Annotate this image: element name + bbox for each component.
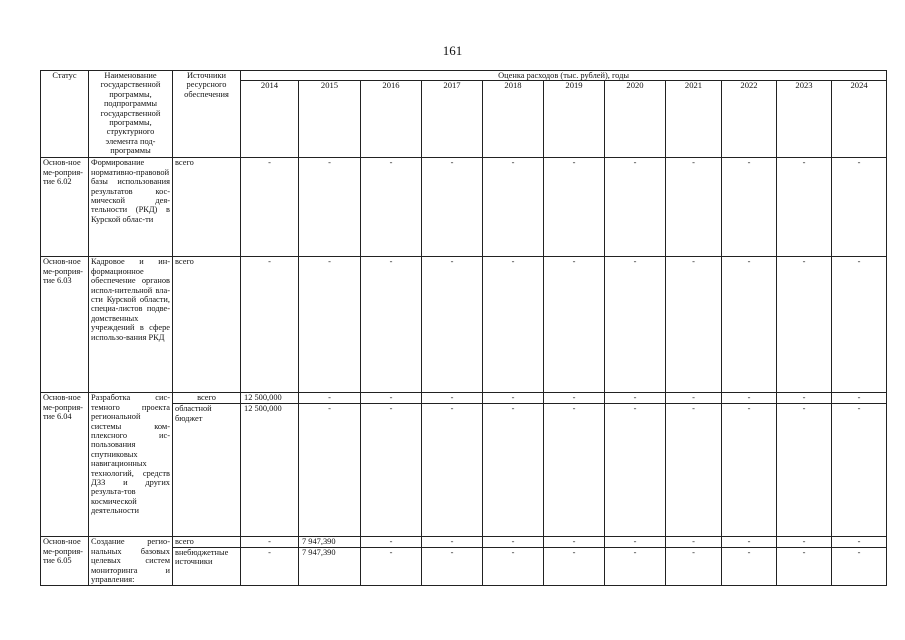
row-status: Основ-ное ме-роприя-тие 6.03	[41, 257, 89, 393]
row-value: -	[722, 393, 777, 404]
year-header: 2016	[361, 81, 422, 158]
row-value: -	[777, 547, 832, 585]
row-value: 12 500,000	[241, 404, 299, 537]
row-value: -	[241, 547, 299, 585]
year-header: 2020	[605, 81, 666, 158]
row-value: -	[483, 158, 544, 257]
row-value: -	[361, 257, 422, 393]
header-estimate: Оценка расходов (тыс. рублей), годы	[241, 71, 887, 81]
row-status: Основ-ное ме-роприя-тие 6.05	[41, 537, 89, 585]
row-value: 7 947,390	[299, 547, 361, 585]
row-value: -	[299, 158, 361, 257]
row-value: -	[361, 537, 422, 547]
row-source: всего	[173, 537, 241, 547]
row-value: -	[666, 257, 722, 393]
row-value: -	[299, 404, 361, 537]
row-value: -	[832, 547, 887, 585]
row-value: -	[777, 158, 832, 257]
table-row	[41, 158, 887, 257]
year-header: 2014	[241, 81, 299, 158]
row-value: -	[722, 257, 777, 393]
row-value: -	[605, 537, 666, 547]
row-value: -	[777, 404, 832, 537]
row-value: -	[544, 547, 605, 585]
row-value: -	[832, 393, 887, 404]
row-status: Основ-ное ме-роприя-тие 6.04	[41, 393, 89, 537]
row-value: -	[422, 404, 483, 537]
row-name: Кадровое и ин-формационное обеспечение органов испол-нительной вла-сти Курской области, специа-листов подве-домственных учреждений в сфере использо-вания РКД	[89, 257, 173, 393]
table-row	[41, 393, 887, 404]
year-header: 2022	[722, 81, 777, 158]
header-name: Наименование государственной программы, подпрограммы государственной программы, структурного элемента под-программы	[89, 71, 173, 158]
row-value: -	[544, 537, 605, 547]
row-value: -	[422, 393, 483, 404]
row-value: -	[777, 257, 832, 393]
row-value: -	[832, 537, 887, 547]
row-value: -	[483, 393, 544, 404]
row-value: -	[483, 547, 544, 585]
year-header: 2018	[483, 81, 544, 158]
row-name: Создание регио-нальных базовых целевых систем мониторинга и управления:	[89, 537, 173, 585]
header-source: Источники ресурсного обеспечения	[173, 71, 241, 158]
row-value: -	[605, 547, 666, 585]
row-value: -	[241, 158, 299, 257]
row-value: -	[299, 393, 361, 404]
row-value: -	[544, 404, 605, 537]
row-value: -	[361, 547, 422, 585]
row-value: -	[361, 158, 422, 257]
row-value: -	[666, 158, 722, 257]
row-name: Формирование нормативно-правовой базы использования результатов кос-мической дея-тельности (РКД) в Курской облас-ти	[89, 158, 173, 257]
row-status: Основ-ное ме-роприя-тие 6.02	[41, 158, 89, 257]
row-value: -	[361, 393, 422, 404]
row-value: -	[777, 537, 832, 547]
row-value: -	[722, 404, 777, 537]
row-value: -	[422, 257, 483, 393]
row-value: -	[299, 257, 361, 393]
row-value: -	[666, 393, 722, 404]
row-value: -	[722, 537, 777, 547]
row-value: -	[483, 404, 544, 537]
budget-table	[40, 70, 887, 586]
row-value: -	[832, 158, 887, 257]
row-source: областной бюджет	[173, 404, 241, 537]
row-value: -	[605, 257, 666, 393]
row-value: -	[361, 404, 422, 537]
year-header: 2015	[299, 81, 361, 158]
row-source: всего	[173, 158, 241, 257]
row-value: -	[722, 547, 777, 585]
row-value: -	[605, 393, 666, 404]
year-header: 2017	[422, 81, 483, 158]
row-value: -	[666, 547, 722, 585]
year-header: 2021	[666, 81, 722, 158]
row-value: -	[544, 393, 605, 404]
row-value: -	[241, 537, 299, 547]
row-value: -	[544, 158, 605, 257]
row-value: -	[832, 257, 887, 393]
row-value: 12 500,000	[241, 393, 299, 404]
row-value: 7 947,390	[299, 537, 361, 547]
row-value: -	[544, 257, 605, 393]
row-value: -	[241, 257, 299, 393]
year-header: 2019	[544, 81, 605, 158]
table-row	[41, 537, 887, 547]
row-value: -	[832, 404, 887, 537]
row-value: -	[605, 158, 666, 257]
page-number: 161	[442, 43, 463, 58]
row-source: всего	[173, 393, 241, 404]
row-source: всего	[173, 257, 241, 393]
row-value: -	[483, 537, 544, 547]
row-value: -	[605, 404, 666, 537]
row-source: внебюджетные источники	[173, 547, 241, 585]
table-row	[41, 257, 887, 393]
row-value: -	[777, 393, 832, 404]
row-value: -	[722, 158, 777, 257]
row-value: -	[422, 158, 483, 257]
row-value: -	[666, 537, 722, 547]
row-value: -	[422, 537, 483, 547]
row-value: -	[483, 257, 544, 393]
header-status: Статус	[41, 71, 89, 158]
row-name: Разработка сис-темного проекта региональной системы ком-плексного ис-пользования спутниковых навигационных технологий, средств ДЗЗ и других результа-тов космической деятельности	[89, 393, 173, 537]
year-header: 2023	[777, 81, 832, 158]
row-value: -	[666, 404, 722, 537]
row-value: -	[422, 547, 483, 585]
year-header: 2024	[832, 81, 887, 158]
